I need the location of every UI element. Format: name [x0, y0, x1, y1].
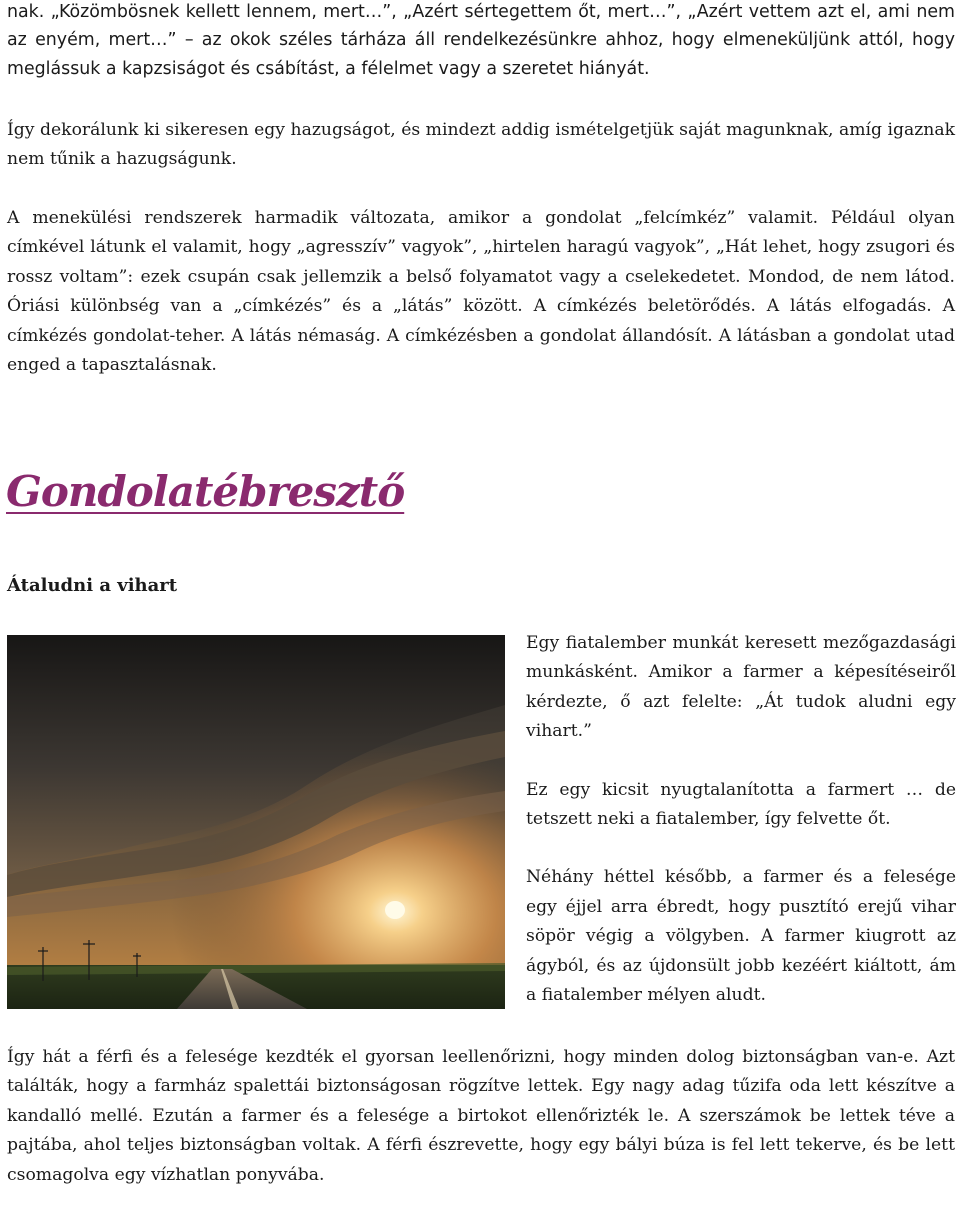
- intro-paragraph-1: nak. „Közömbösnek kellett lennem, mert…”, „Azért sértegettem őt, mert…”, „Azért vettem azt el, ami nem az enyém, mert…” – az okok széles tárháza áll rendelkezésünkre ahhoz, hogy elmeneküljünk attól, hogy meglássuk a kapzsiságot és csábítást, a félelmet vagy a szeretet hiányát.: [7, 2, 955, 79]
- intro-paragraph-2: Így dekorálunk ki sikeresen egy hazugságot, és mindezt addig ismételgetjük saját magunknak, amíg igaznak nem tűnik a hazugságunk.: [7, 120, 955, 170]
- storm-photo: [7, 635, 505, 1009]
- story-side-paragraph-3: Néhány héttel később, a farmer és a felesége egy éjjel arra ébredt, hogy pusztító erejű vihar söpör végig a völgyben. A farmer kiugrott az ágyból, és az újdonsült jobb kezéért kiáltott, ám a fiatalember mélyen aludt.: [526, 867, 956, 1006]
- story-side-paragraph-2: Ez egy kicsit nyugtalanította a farmert … de tetszett neki a fiatalember, így felvette őt.: [526, 779, 956, 830]
- section-title: Gondolatébresztő: [6, 467, 405, 516]
- intro-paragraph-3: A menekülési rendszerek harmadik változata, amikor a gondolat „felcímkéz” valamit. Például olyan címkével látunk el valamit, hogy „agresszív” vagyok”, „hirtelen haragú vagyok”, „Hát lehet, hogy zsugori és rossz voltam”: ezek csupán csak jellemzik a belső folyamatot vagy a cselekedetet. Mondod, de nem látod. Óriási különbség van a „címkézés” és a „látás” között. A címkézés beletörődés. A látás elfogadás. A címkézés gondolat-teher. A látás némaság. A címkézésben a gondolat állandósít. A látásban a gondolat utad enged a tapasztalásnak.: [7, 208, 955, 376]
- story-continuation: Így hát a férfi és a felesége kezdték el gyorsan leellenőrizni, hogy minden dolog biztonságban van-e. Azt találták, hogy a farmház spalettái biztonságosan rögzítve lettek. Egy nagy adag tűzifa oda lett készítve a kandalló mellé. Ezután a farmer és a felesége a birtokot ellenőrizték le. A szerszámok be lettek téve a pajtába, ahol teljes biztonságban voltak. A férfi észrevette, hogy egy bályi búza is fel lett tekerve, és be lett csomagolva egy vízhatlan ponyvába.: [7, 1047, 955, 1185]
- storm-photo-illustration: [7, 635, 505, 1009]
- story-side-column: [526, 629, 956, 1039]
- story-title: Átaludni a vihart: [7, 575, 178, 596]
- story-side-paragraph-1: Egy fiatalember munkát keresett mezőgazdasági munkásként. Amikor a farmer a képesítéseiről kérdezte, ő azt felelte: „Át tudok aludni egy vihart.”: [526, 633, 956, 742]
